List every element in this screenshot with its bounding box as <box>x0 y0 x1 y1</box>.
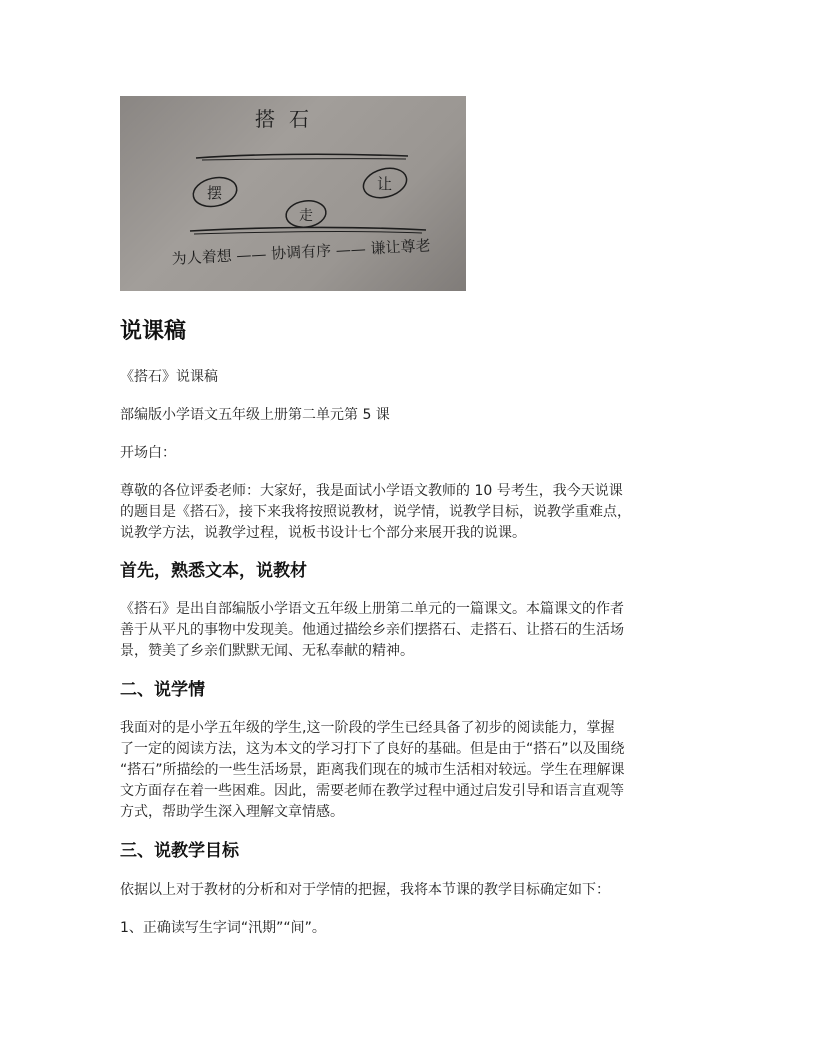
goals-intro: 依据以上对于教材的分析和对于学情的把握，我将本节课的教学目标确定如下： <box>120 882 610 898</box>
paragraph-line: 《搭石》是出自部编版小学语文五年级上册第二单元的一篇课文。本篇课文的作者 <box>120 601 624 617</box>
subtitle: 《搭石》说课稿 <box>120 369 218 385</box>
board-word-zou: 走 <box>299 208 313 224</box>
intro-line: 说教学方法，说教学过程，说板书设计七个部分来展开我的说课。 <box>120 525 526 541</box>
board-word-bai: 摆 <box>207 184 223 202</box>
section-heading-textbook: 首先，熟悉文本，说教材 <box>120 561 307 581</box>
board-title: 搭石 <box>255 107 323 131</box>
paragraph-line: 我面对的是小学五年级的学生,这一阶段的学生已经具备了初步的阅读能力，掌握 <box>120 720 615 736</box>
intro-paragraph <box>120 481 710 544</box>
blackboard-drawing <box>120 96 466 291</box>
paragraph-line: “搭石”所描绘的一些生活场景，距离我们现在的城市生活相对较远。学生在理解课 <box>120 762 625 778</box>
board-word-rang: 让 <box>377 175 393 193</box>
opening-label: 开场白： <box>120 445 176 461</box>
paragraph-line: 了一定的阅读方法，这为本文的学习打下了良好的基础。但是由于“搭石”以及围绕 <box>120 741 625 757</box>
section-heading-goals: 三、说教学目标 <box>120 841 239 861</box>
goal-item-1: 1、正确读写生字词“汛期”“间”。 <box>120 920 326 936</box>
blackboard-photo <box>120 96 466 291</box>
paragraph-line: 方式，帮助学生深入理解文章情感。 <box>120 804 344 820</box>
paragraph-line: 文方面存在着一些困难。因此，需要老师在教学过程中通过启发引导和语言直观等 <box>120 783 624 799</box>
section-paragraph-textbook <box>120 599 710 662</box>
document-title: 说课稿 <box>120 319 187 344</box>
intro-line: 的题目是《搭石》，接下来我将按照说教材，说学情，说教学目标，说教学重难点， <box>120 504 631 520</box>
paragraph-line: 景，赞美了乡亲们默默无闻、无私奉献的精神。 <box>120 643 414 659</box>
paragraph-line: 善于从平凡的事物中发现美。他通过描绘乡亲们摆搭石、走搭石、让搭石的生活场 <box>120 622 624 638</box>
intro-line: 尊敬的各位评委老师：大家好，我是面试小学语文教师的 10 号考生，我今天说课 <box>120 483 623 499</box>
section-heading-students: 二、说学情 <box>120 680 205 700</box>
document-page <box>120 96 710 939</box>
section-paragraph-students <box>120 718 710 823</box>
board-bottom-line: 为人着想 —— 协调有序 —— 谦让尊老 <box>171 236 431 268</box>
lesson-info: 部编版小学语文五年级上册第二单元第 5 课 <box>120 407 390 423</box>
